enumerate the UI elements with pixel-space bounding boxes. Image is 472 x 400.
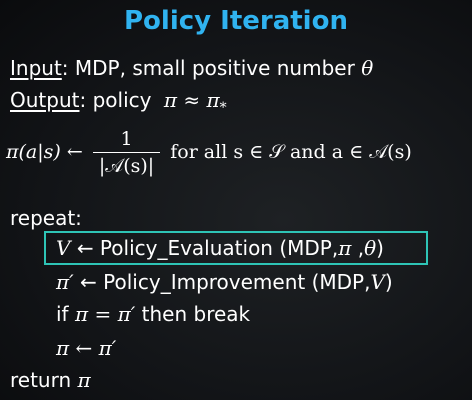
- init-rhs: for all s ∈ 𝒮 and a ∈ 𝒜(s): [170, 141, 412, 163]
- input-text: : MDP, small positive number: [61, 56, 355, 80]
- pi-approx: π ≈ π: [163, 88, 220, 112]
- init-lhs: π(a|s) ←: [6, 141, 83, 163]
- if-keyword: if: [56, 302, 69, 326]
- improvement-line: [56, 270, 393, 294]
- eval-v: V: [56, 236, 71, 260]
- impr-close: ): [384, 270, 393, 294]
- assign-expr: π ← π′: [56, 336, 117, 360]
- if-condition: π = π′: [74, 302, 136, 326]
- if-line: [56, 302, 250, 326]
- input-line: [10, 56, 373, 80]
- output-line: [10, 88, 227, 116]
- output-text: : policy: [79, 88, 152, 112]
- impr-call: ← Policy_Improvement (MDP,: [80, 270, 371, 294]
- fraction-denominator: |𝒜(s)|: [93, 152, 160, 177]
- init-fraction: [93, 128, 160, 177]
- return-pi: π: [77, 368, 91, 392]
- return-keyword: return: [10, 368, 72, 392]
- assign-line: [56, 336, 116, 360]
- output-label: Output: [10, 88, 80, 112]
- repeat-line: repeat:: [10, 206, 82, 230]
- eval-pi: π: [338, 236, 352, 260]
- star-subscript: *: [219, 100, 227, 116]
- eval-theta: θ: [364, 236, 377, 260]
- then-break: then break: [141, 302, 251, 326]
- eval-call: ← Policy_Evaluation (MDP,: [76, 236, 339, 260]
- theta-symbol: θ: [361, 56, 374, 80]
- slide-title: Policy Iteration: [124, 6, 348, 36]
- eval-line: V ← Policy_Evaluation (MDP,π ,θ): [56, 236, 384, 260]
- return-line: [10, 368, 91, 392]
- impr-pi: π′: [56, 270, 74, 294]
- impr-v: V: [370, 270, 385, 294]
- input-label: Input: [10, 56, 62, 80]
- eval-close: ): [376, 236, 384, 260]
- fraction-numerator: 1: [120, 128, 133, 150]
- init-line: [6, 128, 412, 177]
